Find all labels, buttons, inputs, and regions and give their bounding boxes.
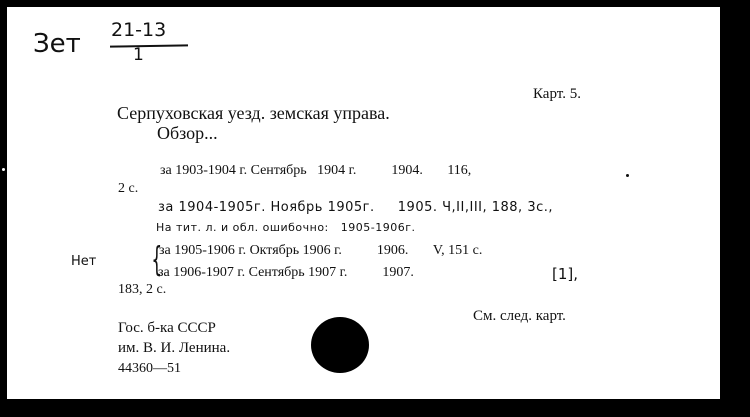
shelfmark-top: 21-13 xyxy=(111,19,167,41)
entry-1903-1904: за 1903-1904 г. Сентябрь 1904 г. 1904. 116, xyxy=(160,163,472,178)
entries-brace: { xyxy=(151,240,163,280)
entry-1905-1906: за 1905-1906 г. Октябрь 1906 г. 1906. V, 151 с. xyxy=(159,243,483,258)
margin-note: Нет xyxy=(71,254,97,269)
card-title: Серпуховская уезд. земская управа. xyxy=(117,103,390,123)
library-code: 44360—51 xyxy=(118,361,181,376)
punched-hole xyxy=(311,317,369,373)
scan-edge xyxy=(724,0,726,417)
entry-1906-1907-cont: 183, 2 с. xyxy=(118,282,167,297)
entry-1906-1907: за 1906-1907 г. Сентябрь 1907 г. 1907. xyxy=(158,265,414,280)
entry-1906-1907-pages: [1], xyxy=(552,265,579,283)
see-next-card: См. след. карт. xyxy=(473,308,566,324)
shelfmark-bottom: 1 xyxy=(133,45,144,65)
shelfmark-prefix: Зет xyxy=(33,29,81,59)
left-edge-mark xyxy=(2,168,5,171)
entry-1903-1904-cont: 2 с. xyxy=(118,181,139,196)
library-line-1: Гос. б-ка СССР xyxy=(118,320,216,336)
card-subtitle: Обзор... xyxy=(157,123,218,143)
entry-1904-1905-handwritten: за 1904-1905г. Ноябрь 1905г. 1905. Ч,II,III, 188, 3с., xyxy=(158,200,554,215)
card-number: Карт. 5. xyxy=(533,86,581,102)
shelfmark-fraction-line xyxy=(110,44,188,47)
library-line-2: им. В. И. Ленина. xyxy=(118,340,231,356)
stray-mark xyxy=(626,174,629,177)
entry-title-error-note: На тит. л. и обл. ошибочно: 1905-1906г. xyxy=(156,221,416,234)
